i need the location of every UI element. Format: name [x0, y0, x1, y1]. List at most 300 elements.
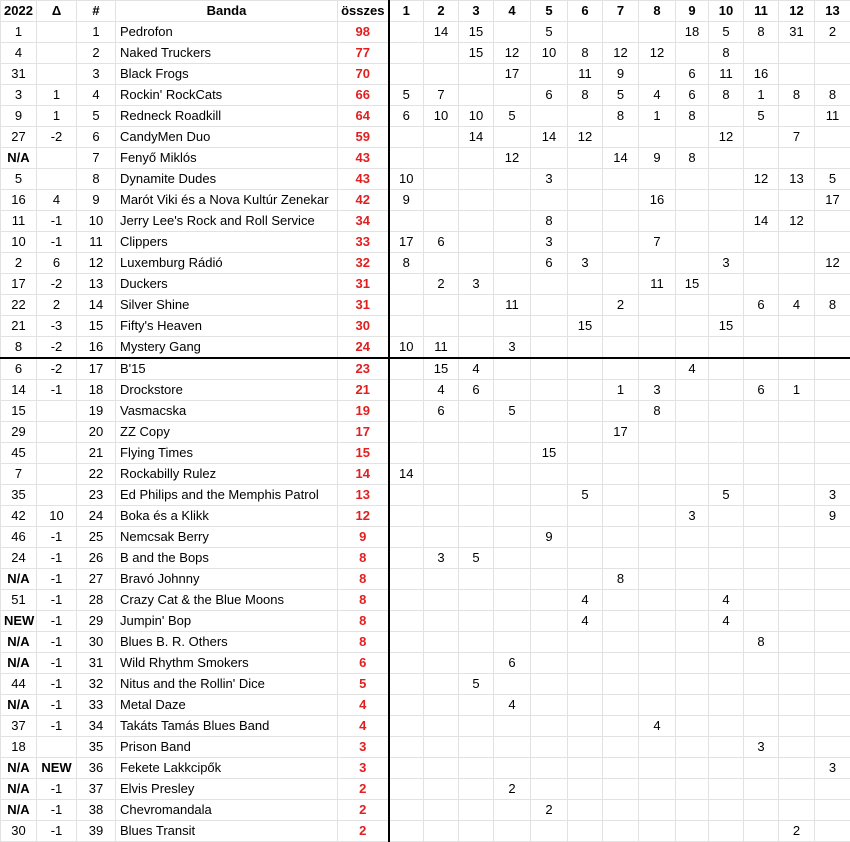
table-row [1, 485, 850, 506]
round-8-score [639, 464, 676, 485]
round-4-score: 12 [494, 148, 531, 169]
round-11-score [744, 716, 779, 737]
rank-cell: 9 [77, 190, 116, 211]
round-8-score [639, 800, 676, 821]
round-7-score [603, 274, 639, 295]
round-5-score [531, 569, 568, 590]
rank-cell: 16 [77, 337, 116, 359]
round-10-score: 4 [709, 590, 744, 611]
prev-year-cell: N/A [1, 632, 37, 653]
table-row [1, 295, 850, 316]
round-8-score [639, 422, 676, 443]
round-11-score: 12 [744, 169, 779, 190]
round-4-score [494, 380, 531, 401]
round-1-score [389, 737, 424, 758]
round-7-score [603, 527, 639, 548]
round-2-score [424, 632, 459, 653]
round-10-score: 3 [709, 253, 744, 274]
round-7-score [603, 674, 639, 695]
round-10-score [709, 443, 744, 464]
round-6-score: 12 [568, 127, 603, 148]
round-1-score [389, 821, 424, 842]
rank-cell: 24 [77, 506, 116, 527]
round-6-score [568, 695, 603, 716]
table-row [1, 695, 850, 716]
round-8-score [639, 695, 676, 716]
round-9-score: 6 [676, 85, 709, 106]
round-5-score: 6 [531, 85, 568, 106]
table-row [1, 106, 850, 127]
delta-cell: -1 [37, 821, 77, 842]
round-8-score [639, 737, 676, 758]
round-8-score [639, 506, 676, 527]
rank-cell: 36 [77, 758, 116, 779]
round-11-score [744, 506, 779, 527]
round-12-score [779, 800, 815, 821]
prev-year-cell: 10 [1, 232, 37, 253]
round-5-score [531, 295, 568, 316]
delta-cell [37, 485, 77, 506]
round-5-score: 6 [531, 253, 568, 274]
total-score: 4 [338, 695, 389, 716]
round-12-score [779, 548, 815, 569]
table-row [1, 211, 850, 232]
round-7-score [603, 800, 639, 821]
round-6-score: 4 [568, 611, 603, 632]
round-1-score [389, 443, 424, 464]
round-12-score: 8 [779, 85, 815, 106]
round-6-score [568, 22, 603, 43]
band-name: Marót Viki és a Nova Kultúr Zenekar [116, 190, 338, 211]
total-score: 34 [338, 211, 389, 232]
prev-year-cell: 29 [1, 422, 37, 443]
delta-cell [37, 169, 77, 190]
rank-cell: 23 [77, 485, 116, 506]
band-name: Blues B. R. Others [116, 632, 338, 653]
round-1-score [389, 506, 424, 527]
rank-cell: 26 [77, 548, 116, 569]
table-row [1, 274, 850, 295]
prev-year-cell: N/A [1, 758, 37, 779]
round-7-score [603, 590, 639, 611]
prev-year-cell: 45 [1, 443, 37, 464]
prev-year-cell: 8 [1, 337, 37, 359]
round-13-score [815, 695, 850, 716]
round-8-score: 9 [639, 148, 676, 169]
band-name: Elvis Presley [116, 779, 338, 800]
round-13-score: 9 [815, 506, 850, 527]
round-5-score [531, 274, 568, 295]
round-3-score [459, 422, 494, 443]
round-7-score [603, 779, 639, 800]
round-5-score: 10 [531, 43, 568, 64]
table-row [1, 821, 850, 842]
round-7-score [603, 358, 639, 380]
round-7-score: 8 [603, 569, 639, 590]
round-10-score [709, 632, 744, 653]
round-2-score [424, 316, 459, 337]
round-10-header: 10 [709, 1, 744, 22]
round-13-score: 8 [815, 85, 850, 106]
table-row [1, 64, 850, 85]
round-10-score: 5 [709, 485, 744, 506]
band-name: Rockabilly Rulez [116, 464, 338, 485]
round-12-score [779, 148, 815, 169]
round-13-score [815, 358, 850, 380]
table-row [1, 337, 850, 359]
round-12-score [779, 506, 815, 527]
round-12-score [779, 358, 815, 380]
prev-year-cell: 30 [1, 821, 37, 842]
round-10-score [709, 274, 744, 295]
table-row [1, 316, 850, 337]
round-8-score [639, 22, 676, 43]
table-row [1, 169, 850, 190]
round-4-score [494, 443, 531, 464]
round-3-score [459, 527, 494, 548]
round-3-score [459, 632, 494, 653]
round-13-score [815, 611, 850, 632]
round-8-score: 11 [639, 274, 676, 295]
round-1-score [389, 611, 424, 632]
round-3-score [459, 653, 494, 674]
band-name: Clippers [116, 232, 338, 253]
round-9-score: 4 [676, 358, 709, 380]
round-2-score: 15 [424, 358, 459, 380]
round-8-score: 4 [639, 85, 676, 106]
round-5-score: 9 [531, 527, 568, 548]
round-11-score [744, 695, 779, 716]
total-score: 8 [338, 632, 389, 653]
round-10-score [709, 106, 744, 127]
rank-cell: 27 [77, 569, 116, 590]
round-7-score [603, 485, 639, 506]
round-9-header: 9 [676, 1, 709, 22]
delta-cell: -1 [37, 653, 77, 674]
band-name: ZZ Copy [116, 422, 338, 443]
round-11-score [744, 253, 779, 274]
round-3-score [459, 821, 494, 842]
delta-cell: 1 [37, 85, 77, 106]
band-name: Bravó Johnny [116, 569, 338, 590]
table-row [1, 674, 850, 695]
round-6-score [568, 821, 603, 842]
round-3-score [459, 211, 494, 232]
round-6-score [568, 169, 603, 190]
rank-cell: 7 [77, 148, 116, 169]
round-3-score [459, 232, 494, 253]
round-3-score [459, 758, 494, 779]
round-13-score [815, 274, 850, 295]
rank-cell: 12 [77, 253, 116, 274]
round-10-score: 12 [709, 127, 744, 148]
round-13-score [815, 127, 850, 148]
band-name: Black Frogs [116, 64, 338, 85]
round-7-score [603, 653, 639, 674]
round-2-score [424, 758, 459, 779]
round-9-score [676, 316, 709, 337]
prev-year-cell: 5 [1, 169, 37, 190]
round-11-score [744, 443, 779, 464]
round-9-score [676, 695, 709, 716]
round-9-score [676, 653, 709, 674]
round-12-score [779, 43, 815, 64]
round-11-score [744, 316, 779, 337]
band-name: Jerry Lee's Rock and Roll Service [116, 211, 338, 232]
round-2-score [424, 590, 459, 611]
round-3-score: 4 [459, 358, 494, 380]
round-12-score: 31 [779, 22, 815, 43]
round-10-score: 8 [709, 85, 744, 106]
table-row [1, 358, 850, 380]
table-row [1, 85, 850, 106]
round-4-score [494, 590, 531, 611]
round-13-score [815, 632, 850, 653]
round-7-score: 14 [603, 148, 639, 169]
round-5-score [531, 316, 568, 337]
round-9-score [676, 401, 709, 422]
round-11-score: 8 [744, 632, 779, 653]
table-row [1, 632, 850, 653]
round-12-score [779, 611, 815, 632]
round-4-score [494, 821, 531, 842]
round-6-score [568, 737, 603, 758]
round-3-header: 3 [459, 1, 494, 22]
round-4-score [494, 85, 531, 106]
table-row [1, 253, 850, 274]
round-2-score [424, 295, 459, 316]
round-13-score: 17 [815, 190, 850, 211]
round-10-score [709, 358, 744, 380]
round-6-score: 5 [568, 485, 603, 506]
round-3-score: 5 [459, 674, 494, 695]
round-13-score [815, 64, 850, 85]
round-10-score [709, 337, 744, 359]
delta-cell [37, 737, 77, 758]
rank-cell: 10 [77, 211, 116, 232]
round-9-score [676, 737, 709, 758]
delta-cell: -1 [37, 674, 77, 695]
round-2-score: 11 [424, 337, 459, 359]
round-1-score: 6 [389, 106, 424, 127]
round-3-score: 15 [459, 43, 494, 64]
round-13-score [815, 401, 850, 422]
round-8-score: 4 [639, 716, 676, 737]
round-11-score [744, 190, 779, 211]
total-score: 33 [338, 232, 389, 253]
band-name: Blues Transit [116, 821, 338, 842]
total-score: 5 [338, 674, 389, 695]
band-name: Fekete Lakkcipők [116, 758, 338, 779]
round-7-score [603, 232, 639, 253]
rank-cell: 33 [77, 695, 116, 716]
total-score: 66 [338, 85, 389, 106]
prev-year-cell: N/A [1, 695, 37, 716]
delta-cell: -2 [37, 358, 77, 380]
round-9-score [676, 443, 709, 464]
round-7-score: 1 [603, 380, 639, 401]
round-10-score: 15 [709, 316, 744, 337]
prev-year-cell: 42 [1, 506, 37, 527]
round-4-score [494, 569, 531, 590]
round-6-score [568, 401, 603, 422]
round-7-score [603, 758, 639, 779]
rank-cell: 20 [77, 422, 116, 443]
round-9-score [676, 190, 709, 211]
round-9-score [676, 127, 709, 148]
rank-cell: 3 [77, 64, 116, 85]
round-5-score [531, 485, 568, 506]
rank-cell: 30 [77, 632, 116, 653]
round-1-score [389, 43, 424, 64]
round-11-score [744, 148, 779, 169]
prev-year-cell: 35 [1, 485, 37, 506]
round-5-score: 14 [531, 127, 568, 148]
round-11-score: 3 [744, 737, 779, 758]
prev-year-cell: 4 [1, 43, 37, 64]
band-name: Wild Rhythm Smokers [116, 653, 338, 674]
table-row [1, 527, 850, 548]
round-8-score: 3 [639, 380, 676, 401]
round-8-score [639, 64, 676, 85]
round-2-score [424, 211, 459, 232]
round-13-score [815, 316, 850, 337]
round-6-score: 8 [568, 85, 603, 106]
round-11-score: 1 [744, 85, 779, 106]
delta-cell: 6 [37, 253, 77, 274]
table-row [1, 758, 850, 779]
rank-cell: 2 [77, 43, 116, 64]
total-score: 43 [338, 148, 389, 169]
round-9-score [676, 485, 709, 506]
round-2-score: 3 [424, 548, 459, 569]
total-score: 32 [338, 253, 389, 274]
round-6-score [568, 800, 603, 821]
round-1-score [389, 211, 424, 232]
round-10-score [709, 401, 744, 422]
round-4-score: 17 [494, 64, 531, 85]
round-5-score [531, 190, 568, 211]
round-4-score [494, 632, 531, 653]
round-8-score [639, 674, 676, 695]
band-name: Flying Times [116, 443, 338, 464]
round-13-score [815, 422, 850, 443]
round-6-score [568, 779, 603, 800]
round-4-score: 12 [494, 43, 531, 64]
round-10-score [709, 695, 744, 716]
delta-cell: -1 [37, 590, 77, 611]
round-2-score [424, 674, 459, 695]
round-3-score [459, 569, 494, 590]
round-8-score [639, 316, 676, 337]
round-4-score: 5 [494, 401, 531, 422]
round-12-header: 12 [779, 1, 815, 22]
round-9-score [676, 169, 709, 190]
round-11-score [744, 653, 779, 674]
round-8-score [639, 485, 676, 506]
band-name: Ed Philips and the Memphis Patrol [116, 485, 338, 506]
table-row [1, 443, 850, 464]
round-9-score: 6 [676, 64, 709, 85]
band-name: Prison Band [116, 737, 338, 758]
round-11-score [744, 358, 779, 380]
prev-year-cell: 3 [1, 85, 37, 106]
round-1-score [389, 422, 424, 443]
table-row [1, 590, 850, 611]
delta-cell: 1 [37, 106, 77, 127]
round-1-score [389, 380, 424, 401]
round-4-score: 4 [494, 695, 531, 716]
round-12-score: 2 [779, 821, 815, 842]
round-7-score [603, 716, 639, 737]
round-9-score [676, 295, 709, 316]
band-name: Naked Truckers [116, 43, 338, 64]
prev-year-cell: 31 [1, 64, 37, 85]
round-2-score [424, 443, 459, 464]
round-6-score [568, 716, 603, 737]
round-13-score: 2 [815, 22, 850, 43]
round-13-header: 13 [815, 1, 850, 22]
round-7-header: 7 [603, 1, 639, 22]
round-10-score [709, 779, 744, 800]
round-11-score: 6 [744, 295, 779, 316]
round-1-score: 9 [389, 190, 424, 211]
band-name: Luxemburg Rádió [116, 253, 338, 274]
round-2-score [424, 716, 459, 737]
total-score: 2 [338, 779, 389, 800]
round-2-score [424, 190, 459, 211]
round-9-score [676, 380, 709, 401]
round-8-score [639, 211, 676, 232]
round-1-score [389, 800, 424, 821]
round-6-score [568, 148, 603, 169]
round-2-score [424, 800, 459, 821]
round-6-score [568, 358, 603, 380]
round-3-score: 15 [459, 22, 494, 43]
round-5-score: 3 [531, 232, 568, 253]
round-4-score [494, 274, 531, 295]
round-2-score [424, 253, 459, 274]
round-6-score [568, 232, 603, 253]
round-7-score [603, 22, 639, 43]
band-name: Drockstore [116, 380, 338, 401]
table-row [1, 779, 850, 800]
round-4-score: 6 [494, 653, 531, 674]
round-3-score [459, 716, 494, 737]
round-11-score [744, 422, 779, 443]
round-4-score [494, 674, 531, 695]
rank-cell: 6 [77, 127, 116, 148]
round-5-score [531, 422, 568, 443]
round-4-score [494, 758, 531, 779]
round-13-score [815, 464, 850, 485]
band-name: Redneck Roadkill [116, 106, 338, 127]
round-2-score: 14 [424, 22, 459, 43]
round-9-score [676, 779, 709, 800]
total-score: 42 [338, 190, 389, 211]
round-2-score [424, 569, 459, 590]
round-7-score [603, 253, 639, 274]
round-4-score [494, 211, 531, 232]
round-2-score: 6 [424, 401, 459, 422]
prev-year-cell: 16 [1, 190, 37, 211]
total-score: 2 [338, 821, 389, 842]
round-1-score: 14 [389, 464, 424, 485]
round-4-score [494, 800, 531, 821]
round-11-score [744, 401, 779, 422]
round-2-score: 2 [424, 274, 459, 295]
table-row [1, 611, 850, 632]
